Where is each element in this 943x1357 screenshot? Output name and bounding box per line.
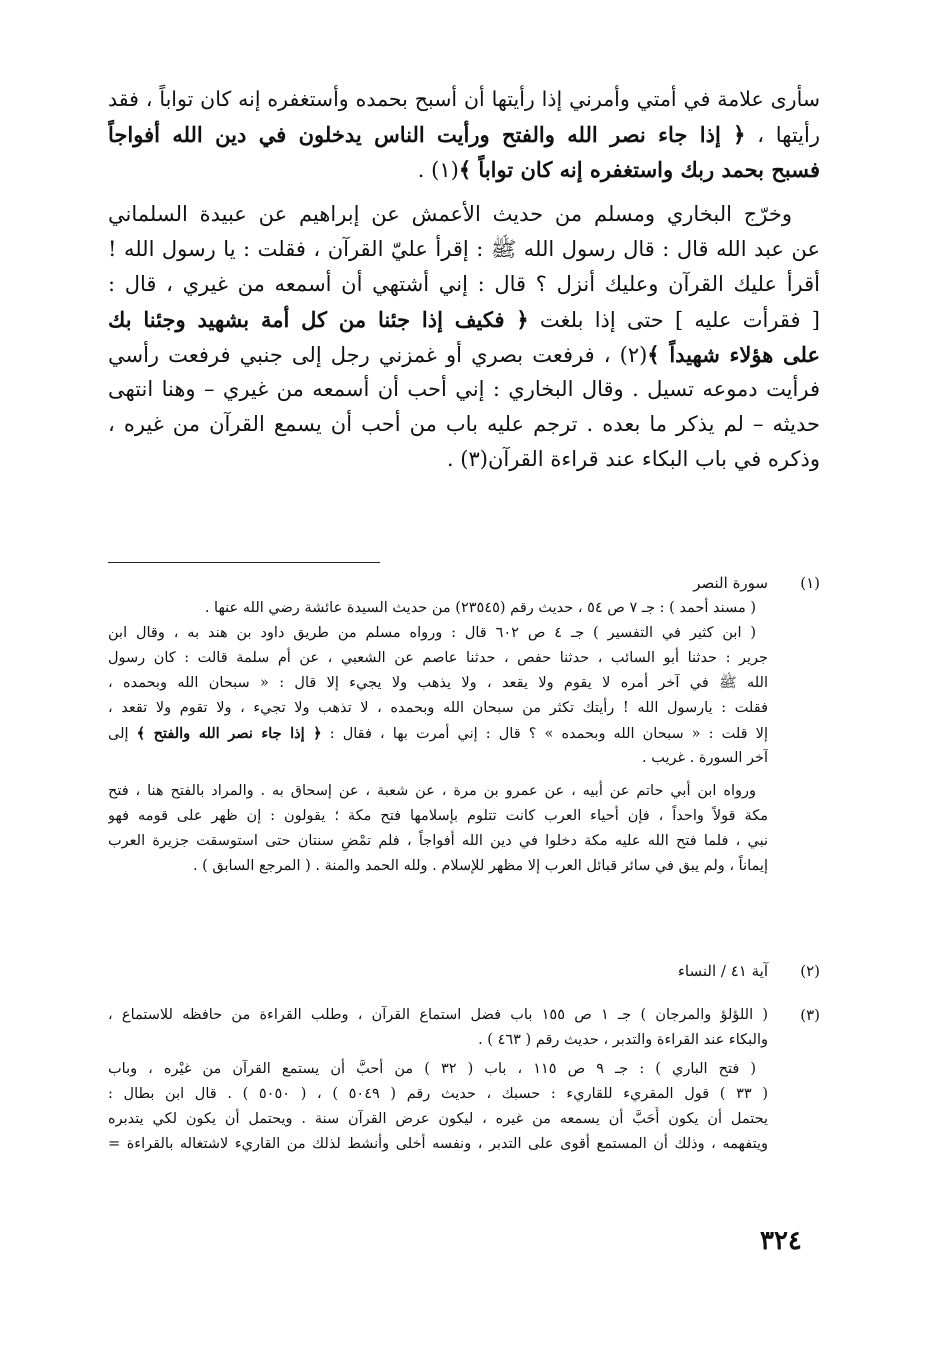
footnote-line: جرير : حدثنا أبو السائب ، حدثنا حفص ، حدثنا عاصم عن الشعبي ، عن أم سلمة قالت : كان رسول bbox=[108, 650, 768, 666]
footnote-line: ( فتح الباري ) : جـ ٩ ص ١١٥ ، باب ( ٣٢ ) من أحبَّ أن يستمع القرآن من غيْره ، وباب bbox=[108, 1061, 756, 1077]
footnote-title: آية ٤١ / النساء bbox=[677, 962, 768, 980]
quran-verse: ﴿ إذا جاء نصر الله والفتح ورأيت الناس يدخلون في دين الله أفواجاً bbox=[108, 122, 746, 147]
footnote-ref: (١) . bbox=[417, 158, 459, 182]
footnote-2 bbox=[108, 958, 820, 984]
footnote-line: فقلت : يارسول الله ! رأيتك تكثر من سبحان الله وبحمده ، لا تذهب ولا تجيء ، ولا تقوم ولا تقعد ، bbox=[108, 700, 768, 716]
text-line: [ فقرأت عليه ] حتى إذا بلغت ﴿ فكيف إذا جئنا من كل أمة بشهيد وجئنا بك bbox=[108, 307, 820, 332]
quran-verse: ﴿ فكيف إذا جئنا من كل أمة بشهيد وجئنا بك bbox=[108, 307, 529, 332]
footnote-number: (٣) bbox=[800, 1006, 820, 1024]
footnote-line: ورواه ابن أبي حاتم عن أبيه ، عن عمرو بن مرة ، عن شعبة ، عن إسحاق به . والمراد بالفتح هنا ، فتح bbox=[108, 783, 756, 799]
footnote-number: (١) bbox=[800, 574, 820, 592]
footnote-3 bbox=[108, 1003, 820, 1157]
text-line bbox=[108, 152, 820, 187]
footnote-line: ( اللؤلؤ والمرجان ) جـ ١ ص ١٥٥ باب فضل استماع القرآن ، وطلب القراءة من حافظه للاستماع ، bbox=[108, 1007, 768, 1023]
footnote-line: آخر السورة . غريب . bbox=[642, 750, 768, 766]
text-line: على هؤلاء شهيداً ﴾(٢) ، فرفعت بصري أو غمزني رجل إلى جنبي فرفعت رأسي bbox=[108, 342, 820, 367]
footnote-line: ويتفهمه ، وذلك أن المستمع أقوى على التدبر ، ونفسه أخلى وأنشط لذلك من القاريء لاشتغاله بالقراءة = bbox=[108, 1136, 768, 1152]
footnote-line: ( مسند أحمد ) : جـ ٧ ص ٥٤ ، حديث رقم (٢٣٥٤٥) من حديث السيدة عائشة رضي الله عنها . bbox=[204, 600, 756, 616]
page-number: ٣٢٤ bbox=[760, 1226, 802, 1256]
text-line: حديثه – لم يذكر ما بعده . ترجم عليه باب من أحب أن يسمع القرآن من غيره ، bbox=[108, 412, 820, 436]
quran-verse: ﴿ إذا جاء نصر الله والفتح ﴾ bbox=[136, 725, 322, 742]
text-line: أقرأ عليك القرآن وعليك أنزل ؟ قال : إني أشتهي أن أسمعه من غيري ، قال : bbox=[108, 272, 820, 296]
footnote-separator bbox=[108, 562, 380, 563]
footnote-line: إيماناً ، ولم يبق في سائر قبائل العرب إلا مظهر للإسلام . ولله الحمد والمنة . ( المرجع السابق ) . bbox=[192, 858, 768, 874]
footnote-line: يحتمل أن يكون أَحَبَّ أن يسمعه من غيره ، ليكون عرض القرآن سنة . ويحتمل أن يكون لكي يتدبره bbox=[108, 1111, 768, 1127]
text-line: سأرى علامة في أمتي وأمرني إذا رأيتها أن أسبح بحمده وأستغفره إنه كان تواباً ، فقد bbox=[108, 87, 820, 111]
text-line: فرأيت دموعه تسيل . وقال البخاري : إني أحب أن أسمعه من غيري – وهنا انتهى bbox=[108, 377, 820, 401]
text-line: وخرّج البخاري ومسلم من حديث الأعمش عن إبراهيم عن عبيدة السلماني bbox=[108, 202, 792, 226]
footnote-title: سورة النصر bbox=[693, 574, 768, 592]
footnote-line: نبي ، فلما فتح الله عليه مكة دخلوا في دين الله أفواجاً ، فلم تمْضِ سنتان حتى استوسقت جزيرة العرب bbox=[108, 833, 768, 849]
footnote-number: (٢) bbox=[800, 962, 820, 980]
quran-verse: فسبح بحمد ربك واستغفره إنه كان تواباً ﴾ bbox=[458, 157, 820, 182]
footnote-1 bbox=[108, 570, 820, 879]
footnote-line: ( ٣٣ ) قول المقريء للقاريء : حسبك ، حديث رقم ( ٥٠٤٩ ) ، ( ٥٠٥٠ ) . قال ابن بطال : bbox=[108, 1086, 768, 1102]
quran-verse: على هؤلاء شهيداً ﴾ bbox=[647, 342, 820, 367]
text-line: عن عبد الله قال : قال رسول الله ﷺ : إقرأ عليّ القرآن ، فقلت : يا رسول الله ! bbox=[108, 237, 820, 261]
footnote-line: مكة قولاً واحداً ، فإن أحياء العرب كانت تتلوم بإسلامها فتح مكة ؛ يقولون : إن ظهر على قومه فهو bbox=[108, 808, 768, 824]
text-line: وذكره في باب البكاء عند قراءة القرآن(٣) . bbox=[446, 447, 820, 471]
footnote-line: إلا قلت : « سبحان الله وبحمده » ؟ قال : إني أمرت بها ، فقال : ﴿ إذا جاء نصر الله والفتح ﴾ إلى bbox=[108, 725, 768, 742]
main-text bbox=[108, 82, 820, 477]
footnote-line: والبكاء عند القراءة والتدبر ، حديث رقم ( ٤٦٣ ) . bbox=[478, 1032, 768, 1048]
text-line: رأيتها ، ﴿ إذا جاء نصر الله والفتح ورأيت الناس يدخلون في دين الله أفواجاً bbox=[108, 122, 820, 147]
footnote-line: الله ﷺ في آخر أمره لا يقوم ولا يقعد ، ولا يذهب ولا يجيء إلا قال : « سبحان الله وبحمده ، bbox=[108, 675, 768, 691]
footnote-line: ( ابن كثير في التفسير ) جـ ٤ ص ٦٠٢ قال : ورواه مسلم من طريق داود بن هند به ، وقال ابن bbox=[108, 625, 757, 641]
